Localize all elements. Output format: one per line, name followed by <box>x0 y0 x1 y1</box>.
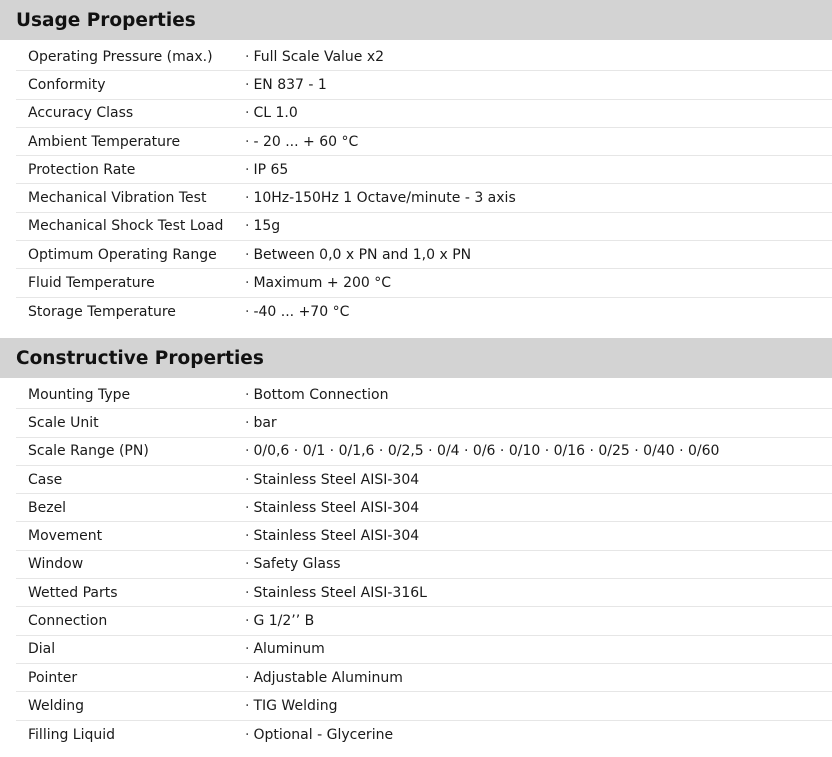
usage-properties-section <box>0 0 832 338</box>
property-value <box>245 190 832 206</box>
property-value-text: Bottom Connection <box>253 386 389 403</box>
property-value-text: Aluminum <box>253 641 325 658</box>
property-value <box>245 727 832 743</box>
property-label: Window <box>28 556 84 573</box>
property-label: Bezel <box>28 499 67 516</box>
property-value-text: G 1/2’’ B <box>253 613 315 630</box>
bullet: · <box>245 275 250 292</box>
property-label: Optimum Operating Range <box>28 246 217 263</box>
property-label: Accuracy Class <box>28 105 134 122</box>
property-value-text: Safety Glass <box>253 556 341 573</box>
bullet: · <box>245 386 250 403</box>
bullet: · <box>245 669 250 686</box>
bullet: · <box>245 303 250 320</box>
bullet: · <box>245 218 250 235</box>
property-value-text: 15g <box>253 218 281 235</box>
table-row <box>16 298 832 326</box>
constructive-properties-section <box>0 338 832 749</box>
bullet: · <box>245 697 250 714</box>
property-value-text: Stainless Steel AISI-304 <box>253 528 420 545</box>
bullet: · <box>245 528 250 545</box>
property-value <box>245 218 832 234</box>
bullet: · <box>245 584 250 601</box>
usage-properties-table <box>0 40 832 326</box>
property-label: Fluid Temperature <box>28 275 155 292</box>
property-value <box>245 472 832 488</box>
property-value-text: Stainless Steel AISI-304 <box>253 471 420 488</box>
property-value <box>245 415 832 431</box>
property-value-text: TIG Welding <box>253 697 338 714</box>
table-row <box>16 664 832 692</box>
bullet: · <box>245 556 250 573</box>
property-label: Wetted Parts <box>28 584 118 601</box>
property-label: Dial <box>28 641 56 658</box>
bullet: · <box>245 641 250 658</box>
property-value <box>245 77 832 93</box>
property-label: Filling Liquid <box>28 726 116 743</box>
property-value-text: Stainless Steel AISI-316L <box>253 584 427 601</box>
table-row <box>16 43 832 71</box>
table-row <box>16 381 832 409</box>
table-row <box>16 269 832 297</box>
table-row <box>16 128 832 156</box>
bullet: · <box>245 613 250 630</box>
bullet: · <box>245 246 250 263</box>
property-value <box>245 162 832 178</box>
bullet: · <box>245 443 250 460</box>
table-row <box>16 100 832 128</box>
table-row <box>16 213 832 241</box>
property-value-text: Optional - Glycerine <box>253 726 394 743</box>
table-row <box>16 71 832 99</box>
table-row <box>16 241 832 269</box>
property-value <box>245 443 832 459</box>
property-label: Conformity <box>28 76 106 93</box>
table-row <box>16 494 832 522</box>
property-value-text: Full Scale Value x2 <box>253 48 385 65</box>
property-value <box>245 134 832 150</box>
property-value <box>245 304 832 320</box>
property-value-text: - 20 ... + 60 °C <box>253 133 359 150</box>
property-value <box>245 641 832 657</box>
property-label: Movement <box>28 528 103 545</box>
bullet: · <box>245 76 250 93</box>
bullet: · <box>245 414 250 431</box>
property-value <box>245 500 832 516</box>
bullet: · <box>245 105 250 122</box>
property-value <box>245 613 832 629</box>
property-value-text: IP 65 <box>253 161 289 178</box>
property-label: Scale Unit <box>28 414 99 431</box>
property-value-text: CL 1.0 <box>253 105 298 122</box>
property-value <box>245 387 832 403</box>
property-value-text: Maximum + 200 °C <box>253 275 392 292</box>
property-value <box>245 105 832 121</box>
table-row <box>16 607 832 635</box>
property-value <box>245 585 832 601</box>
property-label: Mechanical Vibration Test <box>28 190 207 207</box>
property-value <box>245 528 832 544</box>
property-label: Pointer <box>28 669 78 686</box>
bullet: · <box>245 726 250 743</box>
table-row <box>16 579 832 607</box>
table-row <box>16 551 832 579</box>
property-label: Operating Pressure (max.) <box>28 48 213 65</box>
bullet: · <box>245 499 250 516</box>
property-label: Mounting Type <box>28 386 131 403</box>
property-label: Scale Range (PN) <box>28 443 149 460</box>
table-row <box>16 721 832 749</box>
property-value-text: EN 837 - 1 <box>253 76 327 93</box>
property-value <box>245 556 832 572</box>
property-label: Mechanical Shock Test Load <box>28 218 224 235</box>
property-value <box>245 49 832 65</box>
table-row <box>16 184 832 212</box>
bullet: · <box>245 471 250 488</box>
property-value-text: Adjustable Aluminum <box>253 669 403 686</box>
property-value-text: -40 ... +70 °C <box>253 303 350 320</box>
property-value-text: Between 0,0 x PN and 1,0 x PN <box>253 246 472 263</box>
table-row <box>16 156 832 184</box>
property-label: Protection Rate <box>28 161 136 178</box>
property-value <box>245 698 832 714</box>
property-label: Connection <box>28 613 108 630</box>
property-label: Case <box>28 471 63 488</box>
property-label: Ambient Temperature <box>28 133 181 150</box>
property-value-text: Stainless Steel AISI-304 <box>253 499 420 516</box>
table-row <box>16 636 832 664</box>
property-label: Storage Temperature <box>28 303 176 320</box>
property-value-text: 0/0,6 · 0/1 · 0/1,6 · 0/2,5 · 0/4 · 0/6 · 0/10 · 0/16 · 0/25 · 0/40 · 0/60 <box>253 443 720 460</box>
property-value <box>245 247 832 263</box>
bullet: · <box>245 48 250 65</box>
property-value <box>245 275 832 291</box>
table-row <box>16 522 832 550</box>
table-row <box>16 692 832 720</box>
property-value-text: bar <box>253 414 277 431</box>
bullet: · <box>245 161 250 178</box>
bullet: · <box>245 190 250 207</box>
usage-properties-heading: Usage Properties <box>0 0 832 40</box>
bullet: · <box>245 133 250 150</box>
table-row <box>16 409 832 437</box>
table-row <box>16 466 832 494</box>
constructive-properties-table <box>0 378 832 749</box>
property-label: Welding <box>28 697 85 714</box>
property-value <box>245 670 832 686</box>
table-row <box>16 438 832 466</box>
constructive-properties-heading: Constructive Properties <box>0 338 832 378</box>
property-value-text: 10Hz-150Hz 1 Octave/minute - 3 axis <box>253 190 516 207</box>
